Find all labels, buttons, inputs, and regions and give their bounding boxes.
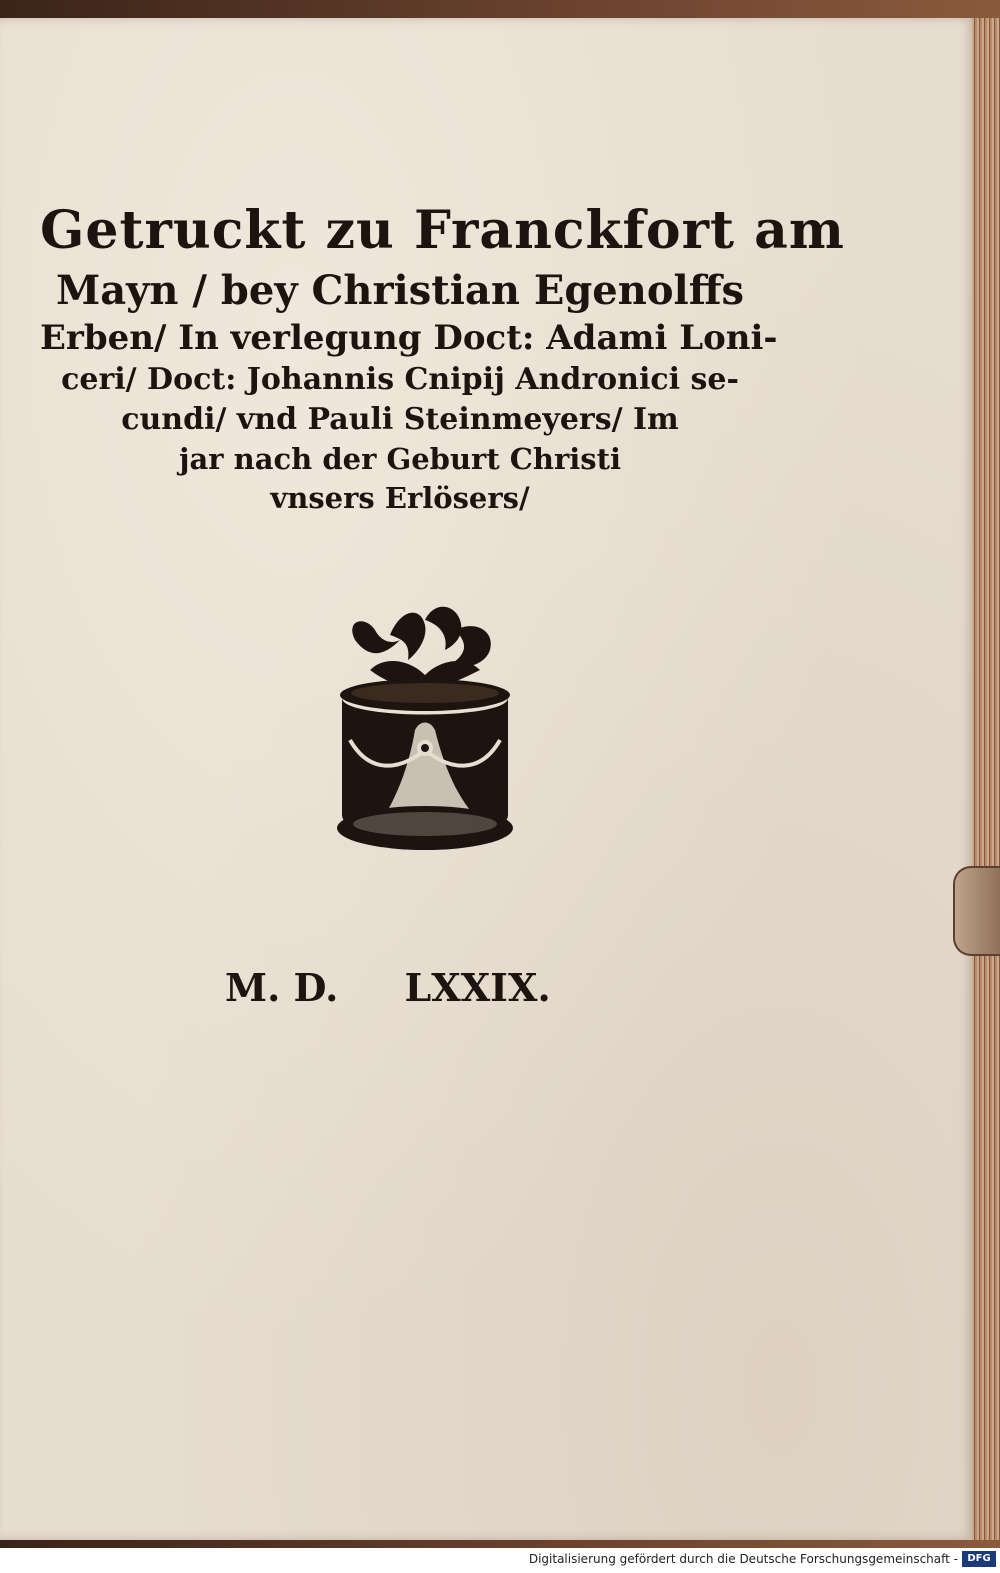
footer-credit: Digitalisierung gefördert durch die Deutsche Forschungsgemeinschaft -: [528, 1552, 958, 1566]
title-line-2: Mayn / bey Christian Egenolffs: [55, 267, 745, 314]
dfg-logo: DFG: [962, 1551, 996, 1567]
book-clasp: [953, 866, 1000, 956]
page-fore-edge: [972, 18, 1000, 1540]
title-line-4: ceri/ Doct: Johannis Cnipij Andronici se-: [61, 362, 739, 397]
imprint-date: M. D. LXXIX.: [225, 965, 551, 1010]
title-line-3: Erben/ In verlegung Doct: Adami Loni-: [40, 318, 778, 358]
printer-device-icon: [330, 600, 520, 870]
title-line-5: cundi/ vnd Pauli Steinmeyers/ Im: [121, 402, 679, 437]
title-line-1: Getruckt zu Franckfort am: [40, 200, 845, 261]
imprint-title: [40, 200, 845, 515]
title-line-7: vnsers Erlösers/: [270, 481, 530, 515]
title-line-6: jar nach der Geburt Christi: [178, 442, 622, 476]
